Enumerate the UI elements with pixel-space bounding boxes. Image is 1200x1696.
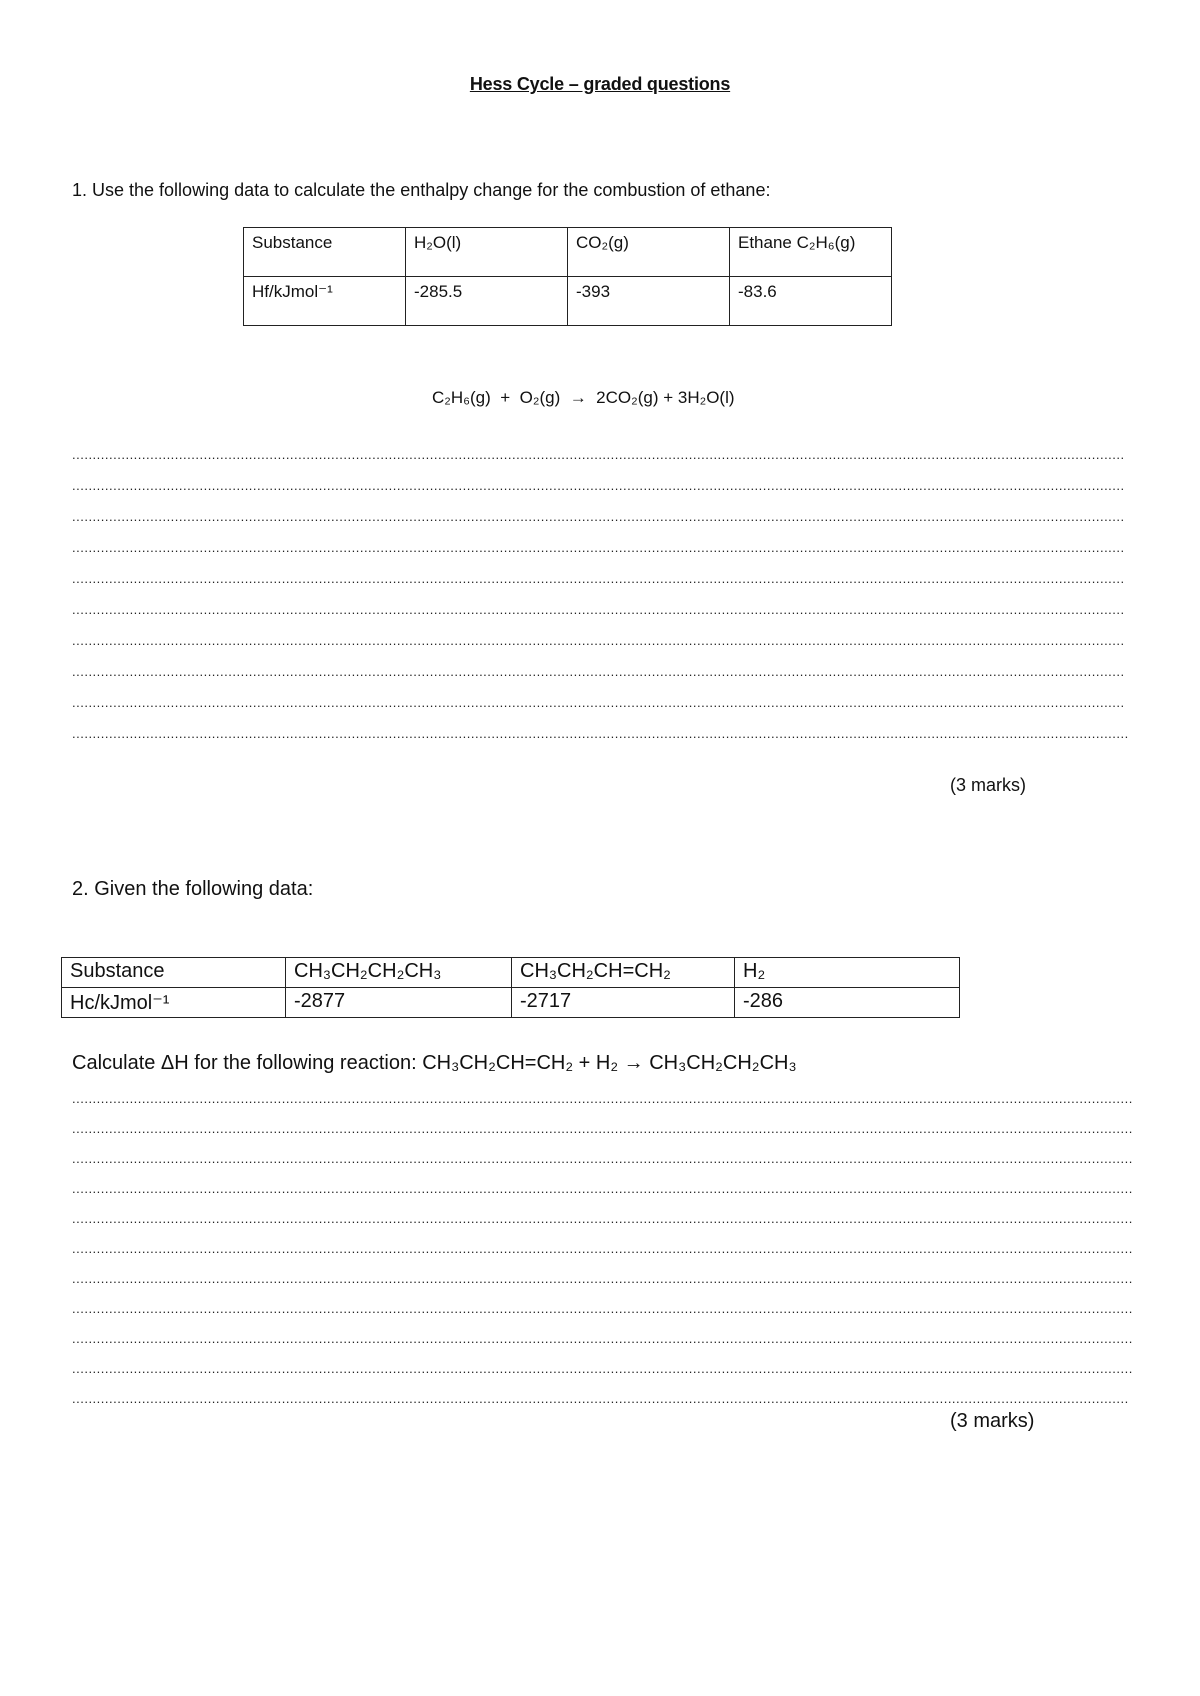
answer-line (72, 1122, 1132, 1136)
q1-marks: (3 marks) (950, 775, 1026, 795)
answer-line (72, 1302, 1132, 1316)
answer-line (72, 510, 1124, 524)
reaction-reactants: CH₃CH₂CH=CH₂ + H₂ (422, 1052, 619, 1074)
answer-line (72, 1362, 1132, 1376)
table-cell: -2877 (286, 988, 512, 1018)
table-header-row (62, 958, 960, 988)
q1-equation (432, 388, 735, 408)
answer-line (72, 634, 1124, 648)
answer-line (72, 1212, 1132, 1226)
q2-calc-line (72, 1052, 797, 1075)
page-title: Hess Cycle – graded questions (469, 74, 731, 94)
answer-line (72, 1092, 1132, 1106)
q1-data-table (243, 227, 892, 326)
answer-line (72, 1392, 1128, 1406)
arrow-icon: → (569, 388, 587, 407)
answer-line (72, 541, 1124, 555)
q2-marks: (3 marks) (950, 1410, 1035, 1432)
table-cell: CH₃CH₂CH=CH₂ (512, 958, 735, 988)
equation-plus: + (500, 388, 511, 407)
answer-line (72, 572, 1124, 586)
answer-line (72, 1182, 1132, 1196)
q2-answer-area[interactable] (72, 1092, 1132, 1417)
reaction-product: CH₃CH₂CH₂CH₃ (649, 1052, 797, 1074)
table-cell: Hf/kJmol⁻¹ (244, 277, 406, 326)
table-cell: -285.5 (406, 277, 568, 326)
q2-prompt: 2. Given the following data: (72, 878, 314, 900)
table-cell: H₂ (735, 958, 960, 988)
table-cell: -83.6 (730, 277, 892, 326)
q2-data-table (61, 957, 960, 1018)
table-cell: Substance (62, 958, 286, 988)
table-row (62, 988, 960, 1018)
answer-line (72, 1242, 1132, 1256)
answer-line (72, 479, 1124, 493)
calc-prompt: Calculate ΔH for the following reaction: (72, 1052, 417, 1074)
answer-line (72, 1152, 1132, 1166)
table-cell: CH₃CH₂CH₂CH₃ (286, 958, 512, 988)
answer-line (72, 1332, 1132, 1346)
equation-reactant: C₂H₆(g) (432, 388, 491, 407)
table-cell: Substance (244, 228, 406, 277)
equation-products: 2CO₂(g) + 3H₂O(l) (596, 388, 735, 407)
table-cell: -393 (568, 277, 730, 326)
q1-prompt: 1. Use the following data to calculate the enthalpy change for the combustion of ethane: (72, 180, 771, 200)
table-row (244, 277, 892, 326)
q1-answer-area[interactable] (72, 448, 1124, 738)
table-cell: Ethane C₂H₆(g) (730, 228, 892, 277)
answer-line (72, 1272, 1132, 1286)
arrow-icon: → (623, 1052, 644, 1074)
table-cell: CO₂(g) (568, 228, 730, 277)
table-cell: -286 (735, 988, 960, 1018)
table-header-row (244, 228, 892, 277)
answer-line (72, 665, 1124, 679)
table-cell: Hc/kJmol⁻¹ (62, 988, 286, 1018)
answer-line (72, 727, 1128, 741)
table-cell: H₂O(l) (406, 228, 568, 277)
equation-reactant: O₂(g) (519, 388, 561, 407)
answer-line (72, 696, 1124, 710)
answer-line (72, 448, 1124, 462)
answer-line (72, 603, 1124, 617)
table-cell: -2717 (512, 988, 735, 1018)
